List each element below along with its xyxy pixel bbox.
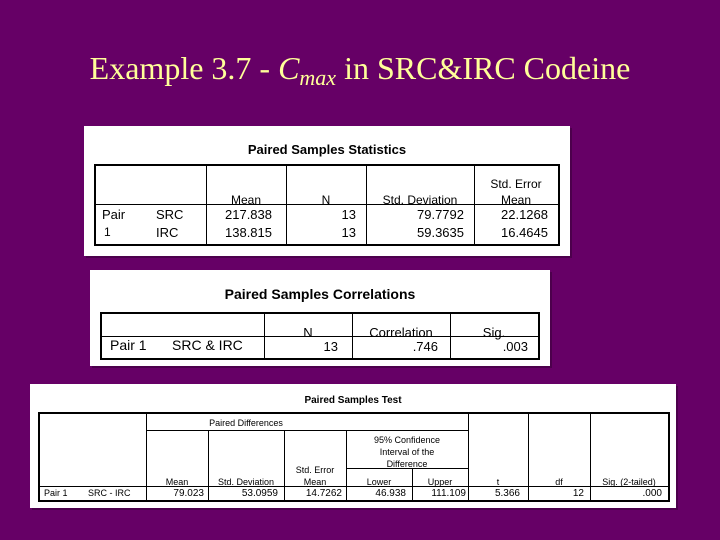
stats-grid: [94, 164, 560, 246]
test-cell-t: 5.366: [494, 488, 520, 499]
test-header-ci-3: Difference: [386, 459, 428, 469]
test-title: Paired Samples Test: [304, 395, 402, 406]
test-header-sd: Std. Deviation: [217, 477, 275, 487]
test-header-upper: Upper: [427, 477, 453, 487]
test-header-df: df: [555, 477, 563, 487]
stats-header-sem-2: Mean: [500, 193, 532, 207]
test-grid: [38, 412, 670, 502]
stats-cell-mean: 138.815: [225, 225, 272, 240]
test-header-ci-2: Interval of the: [379, 447, 435, 457]
slide-title: Example $3.7 - C_{max}$ in SRC&IRC Codeine: [89, 50, 631, 90]
stats-header-n: N: [321, 193, 331, 207]
test-row-name: SRC - IRC: [88, 488, 131, 498]
corr-header-sig: Sig.: [482, 325, 506, 340]
test-header-sig: Sig. (2-tailed): [602, 477, 656, 487]
test-cell-mean: 79.023: [173, 488, 204, 499]
test-cell-sig: .000: [642, 488, 662, 499]
corr-title: Paired Samples Correlations: [224, 286, 416, 302]
paired-samples-test-table: [30, 384, 676, 508]
stats-row-name: IRC: [156, 225, 179, 240]
test-pair-label: Pair 1: [44, 488, 68, 498]
paired-samples-statistics-table: [84, 126, 570, 256]
test-header-lower: Lower: [366, 477, 392, 487]
test-cell-lower: 46.938: [375, 488, 406, 499]
corr-pair-label: Pair 1: [110, 337, 147, 353]
stats-cell-sd: 79.7792: [417, 207, 464, 222]
stats-row-name: SRC: [156, 207, 184, 222]
corr-grid: [100, 312, 540, 360]
corr-cell-correlation: .746: [412, 339, 438, 354]
stats-header-mean: Mean: [230, 193, 262, 207]
paired-samples-correlations-table: [90, 270, 550, 366]
test-cell-sd: 53.0959: [241, 488, 278, 499]
test-header-paired-differences: Paired Differences: [209, 418, 283, 428]
stats-cell-mean: 217.838: [225, 207, 272, 222]
test-header-sem-2: Mean: [303, 477, 327, 487]
stats-cell-sem: 22.1268: [501, 207, 548, 222]
stats-cell-n: 13: [341, 207, 356, 222]
test-cell-upper: 111.109: [431, 488, 466, 499]
test-header-mean: Mean: [165, 477, 189, 487]
corr-header-correlation: Correlation: [369, 325, 433, 340]
test-header-sem-1: Std. Error: [295, 465, 335, 475]
stats-title: Paired Samples Statistics: [247, 142, 407, 157]
corr-header-n: N: [303, 325, 313, 340]
stats-cell-sd: 59.3635: [417, 225, 464, 240]
corr-row-name: SRC & IRC: [172, 337, 243, 353]
test-header-ci-1: 95% Confidence: [373, 435, 441, 445]
stats-header-sem-1: Std. Error: [490, 177, 542, 191]
corr-cell-n: 13: [323, 339, 338, 354]
stats-pair-label: Pair: [102, 207, 126, 222]
test-cell-sem: 14.7262: [305, 488, 342, 499]
stats-cell-sem: 16.4645: [501, 225, 548, 240]
corr-cell-sig: .003: [502, 339, 528, 354]
test-cell-df: 12: [572, 488, 584, 499]
stats-header-sd: Std. Deviation: [382, 193, 458, 207]
stats-pair-num: 1: [104, 225, 111, 239]
test-header-t: t: [496, 477, 500, 487]
stats-cell-n: 13: [341, 225, 356, 240]
